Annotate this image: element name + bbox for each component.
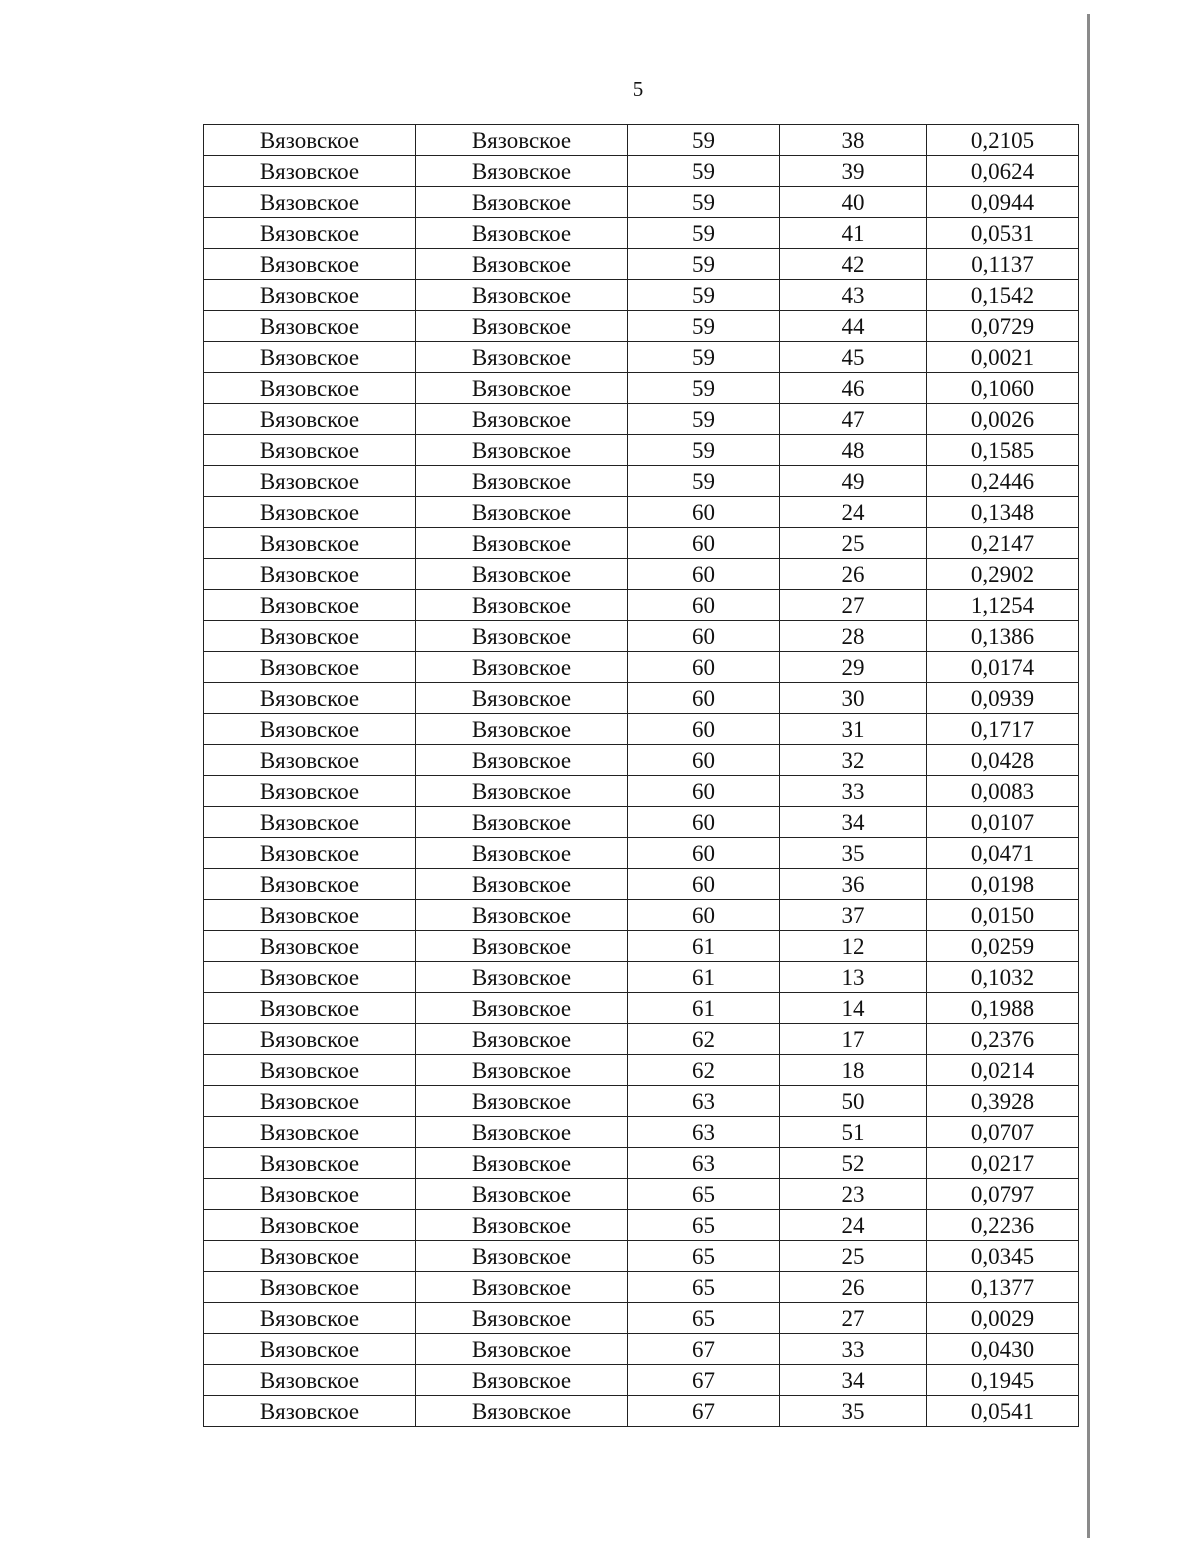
locality-cell: Вязовское — [416, 373, 628, 404]
block-number-cell: 60 — [628, 621, 780, 652]
plot-number-cell: 12 — [780, 931, 927, 962]
plot-number-cell: 18 — [780, 1055, 927, 1086]
area-cell: 0,0797 — [927, 1179, 1079, 1210]
plot-number-cell: 25 — [780, 1241, 927, 1272]
block-number-cell: 61 — [628, 931, 780, 962]
locality-cell: Вязовское — [416, 280, 628, 311]
settlement-cell: Вязовское — [204, 280, 416, 311]
table-row — [204, 342, 1079, 373]
plot-number-cell: 26 — [780, 559, 927, 590]
block-number-cell: 60 — [628, 497, 780, 528]
land-plots-table — [203, 124, 1079, 1427]
plot-number-cell: 33 — [780, 1334, 927, 1365]
table-row — [204, 1272, 1079, 1303]
settlement-cell: Вязовское — [204, 218, 416, 249]
locality-cell: Вязовское — [416, 1148, 628, 1179]
page-number: 5 — [632, 77, 644, 101]
block-number-cell: 67 — [628, 1334, 780, 1365]
plot-number-cell: 24 — [780, 1210, 927, 1241]
table-row — [204, 404, 1079, 435]
table-row — [204, 311, 1079, 342]
settlement-cell: Вязовское — [204, 1148, 416, 1179]
block-number-cell: 59 — [628, 373, 780, 404]
table-row — [204, 1334, 1079, 1365]
block-number-cell: 59 — [628, 435, 780, 466]
plot-number-cell: 14 — [780, 993, 927, 1024]
plot-number-cell: 43 — [780, 280, 927, 311]
settlement-cell: Вязовское — [204, 900, 416, 931]
table-row — [204, 528, 1079, 559]
table-row — [204, 1365, 1079, 1396]
table-body — [204, 125, 1079, 1427]
table-row — [204, 776, 1079, 807]
table-row — [204, 187, 1079, 218]
locality-cell: Вязовское — [416, 714, 628, 745]
area-cell: 0,0029 — [927, 1303, 1079, 1334]
block-number-cell: 59 — [628, 125, 780, 156]
plot-number-cell: 27 — [780, 590, 927, 621]
block-number-cell: 62 — [628, 1024, 780, 1055]
plot-number-cell: 38 — [780, 125, 927, 156]
plot-number-cell: 40 — [780, 187, 927, 218]
area-cell: 0,2446 — [927, 466, 1079, 497]
plot-number-cell: 31 — [780, 714, 927, 745]
settlement-cell: Вязовское — [204, 1365, 416, 1396]
settlement-cell: Вязовское — [204, 745, 416, 776]
area-cell: 0,1386 — [927, 621, 1079, 652]
table-row — [204, 1396, 1079, 1427]
table-row — [204, 1086, 1079, 1117]
table-row — [204, 280, 1079, 311]
area-cell: 0,0541 — [927, 1396, 1079, 1427]
block-number-cell: 59 — [628, 218, 780, 249]
table-row — [204, 1117, 1079, 1148]
table-row — [204, 435, 1079, 466]
settlement-cell: Вязовское — [204, 373, 416, 404]
plot-number-cell: 26 — [780, 1272, 927, 1303]
area-cell: 0,2902 — [927, 559, 1079, 590]
plot-number-cell: 50 — [780, 1086, 927, 1117]
table-row — [204, 1303, 1079, 1334]
area-cell: 0,0430 — [927, 1334, 1079, 1365]
locality-cell: Вязовское — [416, 900, 628, 931]
locality-cell: Вязовское — [416, 1396, 628, 1427]
locality-cell: Вязовское — [416, 342, 628, 373]
table-row — [204, 838, 1079, 869]
block-number-cell: 60 — [628, 807, 780, 838]
plot-number-cell: 32 — [780, 745, 927, 776]
block-number-cell: 59 — [628, 311, 780, 342]
settlement-cell: Вязовское — [204, 125, 416, 156]
plot-number-cell: 35 — [780, 838, 927, 869]
table-row — [204, 218, 1079, 249]
area-cell: 0,1988 — [927, 993, 1079, 1024]
plot-number-cell: 41 — [780, 218, 927, 249]
locality-cell: Вязовское — [416, 466, 628, 497]
plot-number-cell: 35 — [780, 1396, 927, 1427]
locality-cell: Вязовское — [416, 931, 628, 962]
plot-number-cell: 34 — [780, 807, 927, 838]
locality-cell: Вязовское — [416, 1241, 628, 1272]
locality-cell: Вязовское — [416, 621, 628, 652]
plot-number-cell: 25 — [780, 528, 927, 559]
area-cell: 0,2236 — [927, 1210, 1079, 1241]
block-number-cell: 65 — [628, 1272, 780, 1303]
block-number-cell: 65 — [628, 1303, 780, 1334]
locality-cell: Вязовское — [416, 776, 628, 807]
settlement-cell: Вязовское — [204, 528, 416, 559]
block-number-cell: 67 — [628, 1365, 780, 1396]
block-number-cell: 63 — [628, 1086, 780, 1117]
settlement-cell: Вязовское — [204, 714, 416, 745]
block-number-cell: 65 — [628, 1179, 780, 1210]
block-number-cell: 61 — [628, 993, 780, 1024]
plot-number-cell: 29 — [780, 652, 927, 683]
area-cell: 0,1377 — [927, 1272, 1079, 1303]
locality-cell: Вязовское — [416, 249, 628, 280]
area-cell: 1,1254 — [927, 590, 1079, 621]
area-cell: 0,1137 — [927, 249, 1079, 280]
table-row — [204, 156, 1079, 187]
settlement-cell: Вязовское — [204, 466, 416, 497]
block-number-cell: 59 — [628, 156, 780, 187]
locality-cell: Вязовское — [416, 187, 628, 218]
area-cell: 0,0174 — [927, 652, 1079, 683]
block-number-cell: 65 — [628, 1210, 780, 1241]
table-row — [204, 373, 1079, 404]
settlement-cell: Вязовское — [204, 931, 416, 962]
settlement-cell: Вязовское — [204, 497, 416, 528]
area-cell: 0,1717 — [927, 714, 1079, 745]
plot-number-cell: 37 — [780, 900, 927, 931]
table-row — [204, 807, 1079, 838]
table-row — [204, 993, 1079, 1024]
plot-number-cell: 49 — [780, 466, 927, 497]
plot-number-cell: 28 — [780, 621, 927, 652]
locality-cell: Вязовское — [416, 559, 628, 590]
area-cell: 0,0217 — [927, 1148, 1079, 1179]
table-row — [204, 714, 1079, 745]
page-edge-line — [1087, 14, 1090, 1538]
block-number-cell: 60 — [628, 776, 780, 807]
table-row — [204, 125, 1079, 156]
locality-cell: Вязовское — [416, 218, 628, 249]
settlement-cell: Вязовское — [204, 683, 416, 714]
table-row — [204, 466, 1079, 497]
settlement-cell: Вязовское — [204, 1334, 416, 1365]
area-cell: 0,0026 — [927, 404, 1079, 435]
area-cell: 0,0428 — [927, 745, 1079, 776]
plot-number-cell: 42 — [780, 249, 927, 280]
settlement-cell: Вязовское — [204, 590, 416, 621]
locality-cell: Вязовское — [416, 652, 628, 683]
block-number-cell: 60 — [628, 900, 780, 931]
area-cell: 0,1060 — [927, 373, 1079, 404]
locality-cell: Вязовское — [416, 590, 628, 621]
settlement-cell: Вязовское — [204, 1303, 416, 1334]
area-cell: 0,0259 — [927, 931, 1079, 962]
locality-cell: Вязовское — [416, 1117, 628, 1148]
plot-number-cell: 39 — [780, 156, 927, 187]
settlement-cell: Вязовское — [204, 776, 416, 807]
block-number-cell: 60 — [628, 745, 780, 776]
locality-cell: Вязовское — [416, 497, 628, 528]
area-cell: 0,0214 — [927, 1055, 1079, 1086]
locality-cell: Вязовское — [416, 1303, 628, 1334]
table-row — [204, 900, 1079, 931]
locality-cell: Вязовское — [416, 528, 628, 559]
block-number-cell: 59 — [628, 187, 780, 218]
settlement-cell: Вязовское — [204, 249, 416, 280]
plot-number-cell: 23 — [780, 1179, 927, 1210]
locality-cell: Вязовское — [416, 993, 628, 1024]
block-number-cell: 60 — [628, 652, 780, 683]
settlement-cell: Вязовское — [204, 1055, 416, 1086]
area-cell: 0,0939 — [927, 683, 1079, 714]
settlement-cell: Вязовское — [204, 1086, 416, 1117]
block-number-cell: 60 — [628, 683, 780, 714]
table-row — [204, 559, 1079, 590]
plot-number-cell: 30 — [780, 683, 927, 714]
plot-number-cell: 52 — [780, 1148, 927, 1179]
area-cell: 0,2376 — [927, 1024, 1079, 1055]
area-cell: 0,1945 — [927, 1365, 1079, 1396]
table-row — [204, 869, 1079, 900]
locality-cell: Вязовское — [416, 311, 628, 342]
locality-cell: Вязовское — [416, 404, 628, 435]
table-row — [204, 1179, 1079, 1210]
plot-number-cell: 33 — [780, 776, 927, 807]
locality-cell: Вязовское — [416, 435, 628, 466]
block-number-cell: 60 — [628, 528, 780, 559]
table-row — [204, 962, 1079, 993]
locality-cell: Вязовское — [416, 962, 628, 993]
locality-cell: Вязовское — [416, 869, 628, 900]
plot-number-cell: 17 — [780, 1024, 927, 1055]
block-number-cell: 62 — [628, 1055, 780, 1086]
area-cell: 0,0531 — [927, 218, 1079, 249]
block-number-cell: 60 — [628, 838, 780, 869]
settlement-cell: Вязовское — [204, 435, 416, 466]
area-cell: 0,0345 — [927, 1241, 1079, 1272]
settlement-cell: Вязовское — [204, 652, 416, 683]
settlement-cell: Вязовское — [204, 342, 416, 373]
settlement-cell: Вязовское — [204, 993, 416, 1024]
table-row — [204, 621, 1079, 652]
table-row — [204, 249, 1079, 280]
locality-cell: Вязовское — [416, 1365, 628, 1396]
settlement-cell: Вязовское — [204, 1210, 416, 1241]
locality-cell: Вязовское — [416, 745, 628, 776]
area-cell: 0,0471 — [927, 838, 1079, 869]
plot-number-cell: 47 — [780, 404, 927, 435]
block-number-cell: 59 — [628, 342, 780, 373]
block-number-cell: 59 — [628, 280, 780, 311]
table-row — [204, 1024, 1079, 1055]
settlement-cell: Вязовское — [204, 807, 416, 838]
plot-number-cell: 44 — [780, 311, 927, 342]
settlement-cell: Вязовское — [204, 559, 416, 590]
settlement-cell: Вязовское — [204, 962, 416, 993]
plot-number-cell: 13 — [780, 962, 927, 993]
area-cell: 0,1348 — [927, 497, 1079, 528]
area-cell: 0,3928 — [927, 1086, 1079, 1117]
plot-number-cell: 48 — [780, 435, 927, 466]
block-number-cell: 60 — [628, 559, 780, 590]
locality-cell: Вязовское — [416, 1024, 628, 1055]
locality-cell: Вязовское — [416, 1272, 628, 1303]
block-number-cell: 65 — [628, 1241, 780, 1272]
area-cell: 0,0107 — [927, 807, 1079, 838]
locality-cell: Вязовское — [416, 1210, 628, 1241]
area-cell: 0,0021 — [927, 342, 1079, 373]
block-number-cell: 67 — [628, 1396, 780, 1427]
locality-cell: Вязовское — [416, 156, 628, 187]
locality-cell: Вязовское — [416, 125, 628, 156]
table-row — [204, 652, 1079, 683]
block-number-cell: 60 — [628, 714, 780, 745]
settlement-cell: Вязовское — [204, 156, 416, 187]
area-cell: 0,1032 — [927, 962, 1079, 993]
locality-cell: Вязовское — [416, 1086, 628, 1117]
area-cell: 0,0707 — [927, 1117, 1079, 1148]
area-cell: 0,0729 — [927, 311, 1079, 342]
area-cell: 0,0624 — [927, 156, 1079, 187]
block-number-cell: 59 — [628, 404, 780, 435]
block-number-cell: 60 — [628, 869, 780, 900]
plot-number-cell: 27 — [780, 1303, 927, 1334]
settlement-cell: Вязовское — [204, 1241, 416, 1272]
table-row — [204, 1241, 1079, 1272]
settlement-cell: Вязовское — [204, 1024, 416, 1055]
plot-number-cell: 46 — [780, 373, 927, 404]
table-row — [204, 1148, 1079, 1179]
settlement-cell: Вязовское — [204, 869, 416, 900]
table-row — [204, 497, 1079, 528]
settlement-cell: Вязовское — [204, 621, 416, 652]
locality-cell: Вязовское — [416, 683, 628, 714]
settlement-cell: Вязовское — [204, 1117, 416, 1148]
table-row — [204, 590, 1079, 621]
block-number-cell: 59 — [628, 249, 780, 280]
area-cell: 0,0944 — [927, 187, 1079, 218]
locality-cell: Вязовское — [416, 1334, 628, 1365]
locality-cell: Вязовское — [416, 838, 628, 869]
settlement-cell: Вязовское — [204, 1272, 416, 1303]
block-number-cell: 59 — [628, 466, 780, 497]
table-row — [204, 1210, 1079, 1241]
plot-number-cell: 36 — [780, 869, 927, 900]
table-row — [204, 683, 1079, 714]
block-number-cell: 60 — [628, 590, 780, 621]
area-cell: 0,2147 — [927, 528, 1079, 559]
settlement-cell: Вязовское — [204, 1396, 416, 1427]
block-number-cell: 63 — [628, 1148, 780, 1179]
plot-number-cell: 24 — [780, 497, 927, 528]
table-row — [204, 1055, 1079, 1086]
area-cell: 0,0150 — [927, 900, 1079, 931]
settlement-cell: Вязовское — [204, 838, 416, 869]
block-number-cell: 61 — [628, 962, 780, 993]
plot-number-cell: 45 — [780, 342, 927, 373]
table-row — [204, 745, 1079, 776]
area-cell: 0,0198 — [927, 869, 1079, 900]
area-cell: 0,1542 — [927, 280, 1079, 311]
table-row — [204, 931, 1079, 962]
locality-cell: Вязовское — [416, 1055, 628, 1086]
locality-cell: Вязовское — [416, 807, 628, 838]
plot-number-cell: 34 — [780, 1365, 927, 1396]
area-cell: 0,0083 — [927, 776, 1079, 807]
settlement-cell: Вязовское — [204, 187, 416, 218]
settlement-cell: Вязовское — [204, 311, 416, 342]
settlement-cell: Вязовское — [204, 404, 416, 435]
settlement-cell: Вязовское — [204, 1179, 416, 1210]
area-cell: 0,2105 — [927, 125, 1079, 156]
block-number-cell: 63 — [628, 1117, 780, 1148]
locality-cell: Вязовское — [416, 1179, 628, 1210]
area-cell: 0,1585 — [927, 435, 1079, 466]
plot-number-cell: 51 — [780, 1117, 927, 1148]
